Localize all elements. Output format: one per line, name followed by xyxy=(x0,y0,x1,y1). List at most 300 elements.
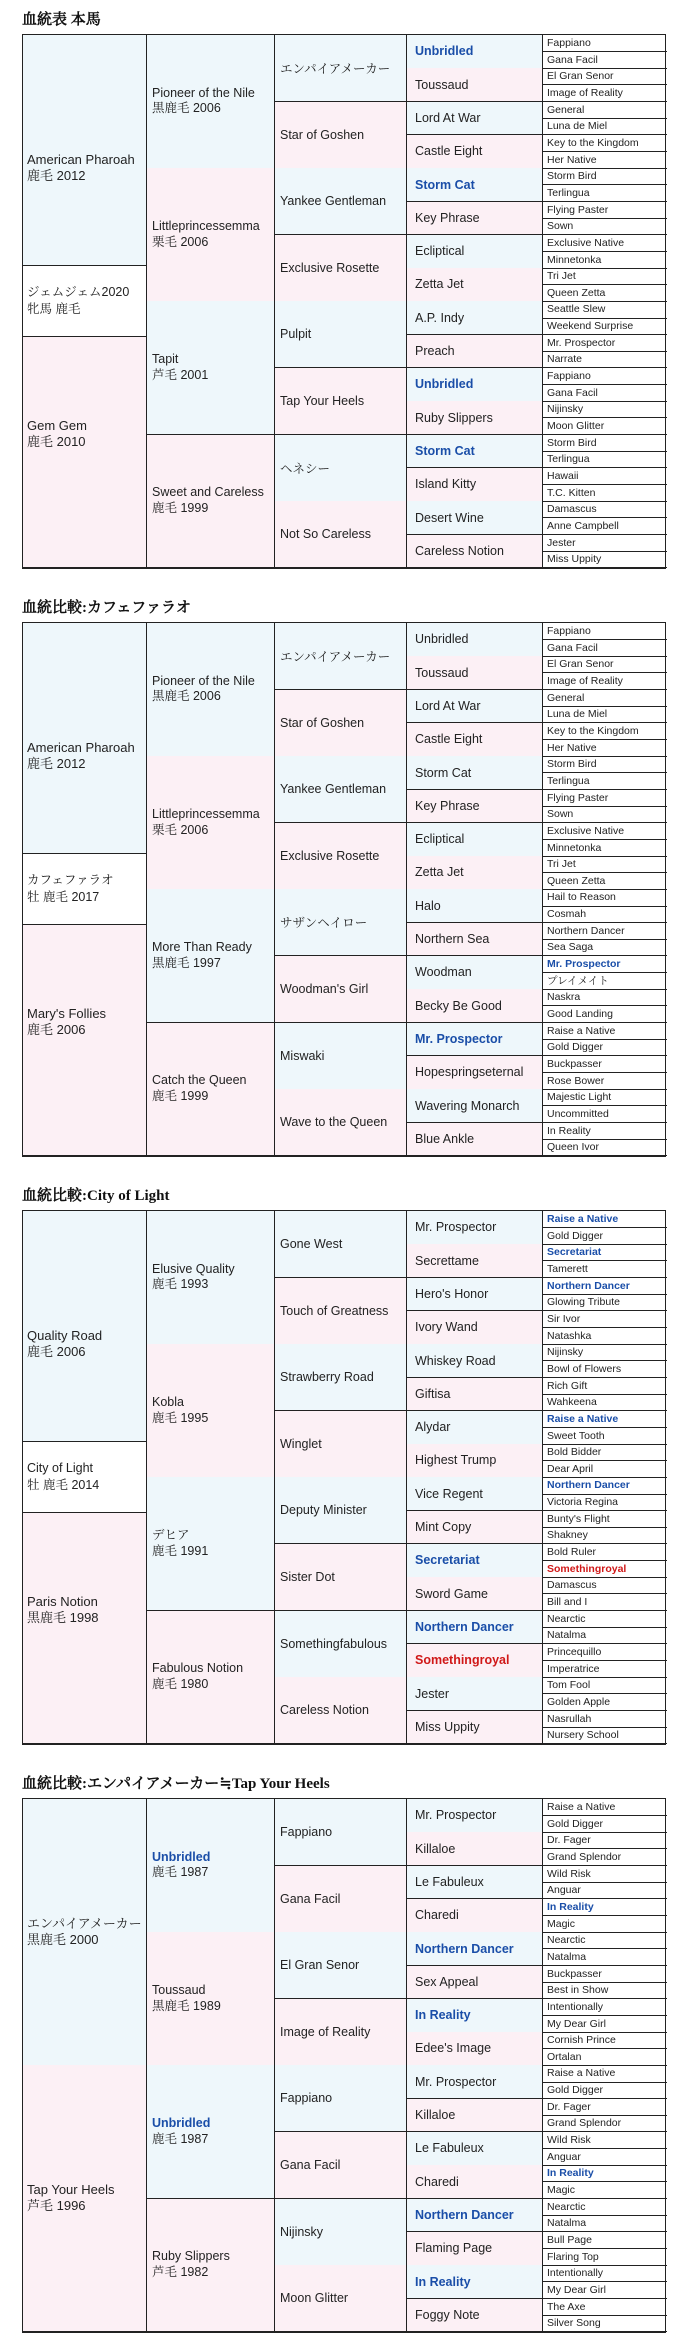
horse-name: Victoria Regina xyxy=(547,1496,619,1509)
gen5-ancestor-cell xyxy=(543,1361,667,1378)
subject-horse xyxy=(27,284,129,319)
pedigree-table xyxy=(22,1210,666,1745)
gen5-ancestor-cell xyxy=(543,1561,667,1578)
horse-name: In Reality xyxy=(547,1900,594,1913)
horse-name: Anguar xyxy=(547,2150,581,2163)
horse-name: Bill and I xyxy=(547,1596,588,1608)
gen4-ancestor-cell xyxy=(407,1577,543,1611)
horse-name: Edee's Image xyxy=(415,2041,492,2056)
horse-name: Quality Road xyxy=(27,1327,103,1343)
horse-name: Anguar xyxy=(547,1884,581,1897)
gen3-ancestor-cell xyxy=(275,235,407,302)
horse-name: Killaloe xyxy=(415,1841,456,1856)
subject-horse-box xyxy=(23,1441,147,1513)
horse-name: Rose Bower xyxy=(547,1074,605,1087)
gen5-ancestor-cell xyxy=(543,1261,667,1278)
gen4-ancestor-cell xyxy=(407,1089,543,1123)
gen5-ancestor-cell xyxy=(543,2265,667,2282)
gen2-ancestor-cell xyxy=(147,435,275,569)
horse-name: Catch the Queen xyxy=(152,1073,247,1088)
subject-horse xyxy=(27,872,114,907)
horse-name: Storm Bird xyxy=(547,758,597,771)
horse-entry xyxy=(152,86,255,117)
horse-name: エンパイアメーカー xyxy=(27,1915,142,1931)
gen5-ancestor-cell xyxy=(543,1278,667,1295)
gen4-ancestor-cell xyxy=(407,35,543,69)
gen4-ancestor-cell xyxy=(407,790,543,824)
gen4-ancestor-cell xyxy=(407,823,543,857)
gen5-ancestor-cell xyxy=(543,1611,667,1628)
horse-name: ヘネシー xyxy=(280,461,331,476)
gen1-ancestor-cell xyxy=(23,623,147,890)
horse-name: Northern Dancer xyxy=(415,2207,514,2222)
gen5-ancestor-cell xyxy=(543,1461,667,1478)
horse-name: Fappiano xyxy=(280,2091,333,2106)
gen5-ancestor-cell xyxy=(543,185,667,202)
horse-name: Mr. Prospector xyxy=(415,1031,503,1046)
horse-info: 黒鹿毛 2006 xyxy=(152,101,221,116)
gen5-ancestor-cell xyxy=(543,2049,667,2066)
gen5-ancestor-cell xyxy=(543,1006,667,1023)
gen5-ancestor-cell xyxy=(543,518,667,535)
horse-name: Nearctic xyxy=(547,1934,586,1947)
section-title: 血統比較:City of Light xyxy=(22,1188,170,1204)
horse-name: Majestic Light xyxy=(547,1091,612,1104)
gen5-ancestor-cell xyxy=(543,235,667,252)
gen4-ancestor-cell xyxy=(407,756,543,790)
gen5-ancestor-cell xyxy=(543,1866,667,1883)
horse-info: 黒鹿毛 2006 xyxy=(152,689,221,704)
horse-entry xyxy=(152,940,252,971)
horse-name: Winglet xyxy=(280,1436,322,1451)
gen4-ancestor-cell xyxy=(407,1711,543,1745)
horse-entry xyxy=(27,1594,99,1627)
horse-name: Jester xyxy=(415,1686,450,1701)
gen5-ancestor-cell xyxy=(543,385,667,402)
horse-entry xyxy=(27,1006,106,1039)
gen5-ancestor-cell xyxy=(543,2032,667,2049)
gen5-ancestor-cell xyxy=(543,906,667,923)
gen5-ancestor-cell xyxy=(543,1932,667,1949)
horse-info: 鹿毛 2006 xyxy=(27,1343,86,1359)
horse-name: Anne Campbell xyxy=(547,519,619,532)
horse-name: Flying Paster xyxy=(547,203,609,216)
gen2-ancestor-cell xyxy=(147,1799,275,1933)
horse-name: Kobla xyxy=(152,1394,184,1409)
section-title: 血統表 本馬 xyxy=(22,12,101,28)
horse-name: In Reality xyxy=(547,1124,591,1137)
horse-info: 黒鹿毛 1998 xyxy=(27,1610,99,1626)
gen5-ancestor-cell xyxy=(543,623,667,640)
gen5-ancestor-cell xyxy=(543,118,667,135)
horse-name: Mary's Follies xyxy=(27,1006,107,1022)
gen4-ancestor-cell xyxy=(407,1278,543,1312)
gen5-ancestor-cell xyxy=(543,485,667,502)
horse-name: Imperatrice xyxy=(547,1662,600,1675)
horse-entry xyxy=(27,1328,102,1361)
horse-name: Castle Eight xyxy=(415,144,483,159)
horse-info: 鹿毛 2010 xyxy=(27,434,86,450)
horse-info: 鹿毛 2012 xyxy=(27,755,86,771)
horse-name: Somethingfabulous xyxy=(280,1636,388,1651)
horse-name: Gana Facil xyxy=(547,386,598,399)
gen5-ancestor-cell xyxy=(543,301,667,318)
horse-name: Terlingua xyxy=(547,774,590,787)
horse-name: Somethingroyal xyxy=(547,1562,627,1575)
horse-name: Fabulous Notion xyxy=(152,1661,244,1676)
gen4-ancestor-cell xyxy=(407,1999,543,2033)
gen2-ancestor-cell xyxy=(147,1211,275,1345)
gen4-ancestor-cell xyxy=(407,2265,543,2299)
gen5-ancestor-cell xyxy=(543,1577,667,1594)
horse-name: Fappiano xyxy=(547,370,591,383)
horse-name: Ivory Wand xyxy=(415,1320,478,1335)
horse-name: Desert Wine xyxy=(415,510,484,525)
horse-name: Northern Sea xyxy=(415,932,490,947)
gen4-ancestor-cell xyxy=(407,1644,543,1678)
horse-name: Sea Saga xyxy=(547,941,594,954)
gen4-ancestor-cell xyxy=(407,368,543,402)
horse-name: Storm Cat xyxy=(415,177,475,192)
horse-entry xyxy=(152,1528,208,1559)
gen3-ancestor-cell xyxy=(275,35,407,102)
horse-name: General xyxy=(547,691,585,704)
horse-info: 鹿毛 1980 xyxy=(152,1676,209,1691)
horse-name: エンパイアメーカー xyxy=(280,62,391,77)
horse-name: Magic xyxy=(547,2184,576,2196)
horse-info: 黒鹿毛 1989 xyxy=(152,1998,221,2013)
gen4-ancestor-cell xyxy=(407,2199,543,2233)
horse-name: Tap Your Heels xyxy=(280,394,365,409)
pedigree-section xyxy=(0,1772,680,2335)
gen5-ancestor-cell xyxy=(543,1661,667,1678)
horse-name: In Reality xyxy=(415,2274,471,2289)
gen5-ancestor-cell xyxy=(543,2282,667,2299)
horse-info: 鹿毛 1991 xyxy=(152,1543,209,1558)
gen1-ancestor-cell xyxy=(23,301,147,568)
gen5-ancestor-cell xyxy=(543,1899,667,1916)
horse-name: Bowl of Flowers xyxy=(547,1362,622,1375)
pedigree-section xyxy=(0,1184,680,1747)
gen4-ancestor-cell xyxy=(407,102,543,136)
horse-name: El Gran Senor xyxy=(547,70,614,83)
section-title: 血統比較:カフェファラオ xyxy=(22,600,191,616)
gen4-ancestor-cell xyxy=(407,68,543,102)
horse-name: Terlingua xyxy=(547,186,590,199)
gen4-ancestor-cell xyxy=(407,1411,543,1445)
horse-name: Yankee Gentleman xyxy=(280,194,387,209)
horse-name: Tapit xyxy=(152,352,179,367)
gen5-ancestor-cell xyxy=(543,690,667,707)
gen5-ancestor-cell xyxy=(543,1039,667,1056)
horse-name: Storm Bird xyxy=(547,170,597,183)
horse-name: T.C. Kitten xyxy=(547,486,596,499)
horse-name: Image of Reality xyxy=(547,87,623,99)
horse-name: Unbridled xyxy=(415,632,469,647)
horse-name: Shakney xyxy=(547,1529,588,1542)
gen5-ancestor-cell xyxy=(543,1444,667,1461)
gen5-ancestor-cell xyxy=(543,1916,667,1933)
gen3-ancestor-cell xyxy=(275,2132,407,2199)
horse-name: A.P. Indy xyxy=(415,310,465,325)
horse-name: The Axe xyxy=(547,2300,586,2313)
horse-name: Flying Paster xyxy=(547,791,609,804)
horse-name: Ruby Slippers xyxy=(415,410,493,425)
horse-entry xyxy=(152,352,208,383)
horse-name: Raise a Native xyxy=(547,1801,616,1814)
horse-name: Northern Dancer xyxy=(547,924,625,937)
horse-name: Damascus xyxy=(547,503,597,516)
horse-name: Key to the Kingdom xyxy=(547,136,639,149)
gen5-ancestor-cell xyxy=(543,1211,667,1228)
horse-name: Yankee Gentleman xyxy=(280,782,387,797)
gen3-ancestor-cell xyxy=(275,623,407,690)
gen4-ancestor-cell xyxy=(407,1677,543,1711)
horse-info: 鹿毛 1993 xyxy=(152,1277,209,1292)
gen5-ancestor-cell xyxy=(543,1511,667,1528)
gen5-ancestor-cell xyxy=(543,1427,667,1444)
gen2-ancestor-cell xyxy=(147,35,275,169)
gen5-ancestor-cell xyxy=(543,2149,667,2166)
horse-entry xyxy=(152,807,260,838)
horse-name: Nursery School xyxy=(547,1729,619,1742)
horse-name: Mr. Prospector xyxy=(415,1808,497,1823)
horse-name: Blue Ankle xyxy=(415,1131,475,1146)
horse-name: Silver Song xyxy=(547,2317,601,2330)
gen4-ancestor-cell xyxy=(407,1832,543,1866)
horse-name: Cosmah xyxy=(547,908,587,921)
horse-name: Mr. Prospector xyxy=(415,1220,497,1235)
horse-name: Woodman's Girl xyxy=(280,982,369,997)
horse-name: Miss Uppity xyxy=(547,553,602,566)
horse-name: Woodman xyxy=(415,965,472,980)
subject-info: 牡 鹿毛 2014 xyxy=(27,1478,100,1493)
gen4-ancestor-cell xyxy=(407,1799,543,1833)
horse-info: 芦毛 1982 xyxy=(152,2264,209,2279)
horse-name: Secrettame xyxy=(415,1253,479,1268)
gen1-ancestor-cell xyxy=(23,2065,147,2332)
horse-entry xyxy=(27,418,87,451)
gen4-ancestor-cell xyxy=(407,889,543,923)
gen5-ancestor-cell xyxy=(543,923,667,940)
horse-name: Image of Reality xyxy=(280,2024,371,2039)
horse-name: デヒア xyxy=(152,1528,190,1543)
gen5-ancestor-cell xyxy=(543,723,667,740)
horse-name: Wavering Monarch xyxy=(415,1098,520,1113)
gen5-ancestor-cell xyxy=(543,1999,667,2016)
horse-name: Wahkeena xyxy=(547,1396,597,1409)
horse-name: Seattle Slew xyxy=(547,303,606,316)
horse-name: Weekend Surprise xyxy=(547,320,634,333)
horse-name: Unbridled xyxy=(152,1849,211,1864)
gen2-ancestor-cell xyxy=(147,2065,275,2199)
horse-name: Fappiano xyxy=(547,37,591,50)
horse-entry xyxy=(152,1262,235,1293)
gen5-ancestor-cell xyxy=(543,2299,667,2316)
horse-name: Tri Jet xyxy=(547,858,576,871)
horse-name: Sweet and Careless xyxy=(152,485,264,500)
horse-entry xyxy=(152,2249,230,2280)
horse-info: 鹿毛 1995 xyxy=(152,1410,209,1425)
gen5-ancestor-cell xyxy=(543,1644,667,1661)
gen4-ancestor-cell xyxy=(407,301,543,335)
gen5-ancestor-cell xyxy=(543,2115,667,2132)
gen5-ancestor-cell xyxy=(543,135,667,152)
horse-name: Zetta Jet xyxy=(415,277,464,292)
horse-name: Gana Facil xyxy=(547,641,598,654)
horse-name: Sweet Tooth xyxy=(547,1429,605,1442)
horse-name: Rich Gift xyxy=(547,1379,588,1392)
horse-name: Northern Dancer xyxy=(547,1279,630,1292)
gen4-ancestor-cell xyxy=(407,989,543,1023)
horse-name: Glowing Tribute xyxy=(547,1296,620,1309)
horse-name: Ecliptical xyxy=(415,832,465,847)
horse-entry xyxy=(152,1850,210,1881)
horse-name: Star of Goshen xyxy=(280,715,365,730)
horse-name: Natalma xyxy=(547,1950,587,1963)
horse-entry xyxy=(152,1983,221,2014)
gen5-ancestor-cell xyxy=(543,1849,667,1866)
gen5-ancestor-cell xyxy=(543,1627,667,1644)
gen5-ancestor-cell xyxy=(543,318,667,335)
horse-name: My Dear Girl xyxy=(547,2017,606,2030)
horse-name: Sex Appeal xyxy=(415,1974,479,1989)
horse-name: Not So Careless xyxy=(280,527,372,542)
gen3-ancestor-cell xyxy=(275,1344,407,1411)
horse-name: Charedi xyxy=(415,2174,459,2189)
gen3-ancestor-cell xyxy=(275,1799,407,1866)
gen5-ancestor-cell xyxy=(543,873,667,890)
gen5-ancestor-cell xyxy=(543,1832,667,1849)
gen5-ancestor-cell xyxy=(543,1677,667,1694)
horse-name: Alydar xyxy=(415,1420,451,1435)
gen5-ancestor-cell xyxy=(543,1228,667,1245)
subject-name: ジェムジェム2020 xyxy=(27,284,130,299)
gen2-ancestor-cell xyxy=(147,2199,275,2333)
gen2-ancestor-cell xyxy=(147,623,275,757)
horse-name: Queen Zetta xyxy=(547,874,606,887)
horse-name: Grand Splendor xyxy=(547,1851,622,1863)
gen4-ancestor-cell xyxy=(407,1244,543,1278)
gen4-ancestor-cell xyxy=(407,435,543,469)
gen5-ancestor-cell xyxy=(543,1494,667,1511)
horse-name: Minnetonka xyxy=(547,841,602,854)
horse-name: Gold Digger xyxy=(547,1041,604,1054)
horse-entry xyxy=(27,152,135,185)
horse-name: Queen Ivor xyxy=(547,1141,599,1154)
horse-name: Terlingua xyxy=(547,453,590,466)
horse-entry xyxy=(152,2116,210,2147)
horse-name: Bold Ruler xyxy=(547,1546,597,1559)
gen5-ancestor-cell xyxy=(543,756,667,773)
horse-info: 鹿毛 1999 xyxy=(152,1088,209,1103)
gen5-ancestor-cell xyxy=(543,102,667,119)
gen5-ancestor-cell xyxy=(543,1982,667,1999)
gen3-ancestor-cell xyxy=(275,1278,407,1345)
horse-name: Sister Dot xyxy=(280,1570,335,1585)
horse-name: Wild Risk xyxy=(547,1867,591,1880)
horse-name: Hail to Reason xyxy=(547,891,616,904)
horse-info: 栗毛 2006 xyxy=(152,234,209,249)
horse-name: Northern Dancer xyxy=(415,1619,514,1634)
horse-name: Secretariat xyxy=(547,1246,602,1259)
horse-name: Mint Copy xyxy=(415,1520,472,1535)
horse-name: Natalma xyxy=(547,1629,587,1642)
gen5-ancestor-cell xyxy=(543,1378,667,1395)
gen2-ancestor-cell xyxy=(147,1611,275,1745)
gen3-ancestor-cell xyxy=(275,1866,407,1933)
horse-name: Sown xyxy=(547,808,574,821)
gen3-ancestor-cell xyxy=(275,1544,407,1611)
subject-info: 牡 鹿毛 2017 xyxy=(27,890,100,905)
gen4-ancestor-cell xyxy=(407,2099,543,2133)
gen4-ancestor-cell xyxy=(407,1932,543,1966)
gen1-ancestor-cell xyxy=(23,35,147,302)
gen5-ancestor-cell xyxy=(543,2249,667,2266)
horse-name: Strawberry Road xyxy=(280,1370,374,1385)
gen4-ancestor-cell xyxy=(407,1056,543,1090)
horse-name: Killaloe xyxy=(415,2108,456,2123)
gen1-ancestor-cell xyxy=(23,889,147,1156)
gen5-ancestor-cell xyxy=(543,2199,667,2216)
gen2-ancestor-cell xyxy=(147,756,275,890)
horse-name: Somethingroyal xyxy=(415,1653,510,1668)
gen5-ancestor-cell xyxy=(543,1882,667,1899)
horse-info: 芦毛 2001 xyxy=(152,367,209,382)
gen5-ancestor-cell xyxy=(543,1106,667,1123)
gen1-ancestor-cell xyxy=(23,1477,147,1744)
gen3-ancestor-cell xyxy=(275,168,407,235)
subject-name: City of Light xyxy=(27,1460,94,1475)
horse-name: Northern Dancer xyxy=(415,1941,514,1956)
gen5-ancestor-cell xyxy=(543,856,667,873)
gen2-ancestor-cell xyxy=(147,1477,275,1611)
horse-name: Gold Digger xyxy=(547,1229,604,1242)
gen5-ancestor-cell xyxy=(543,706,667,723)
horse-name: Ruby Slippers xyxy=(152,2249,230,2264)
gen5-ancestor-cell xyxy=(543,1123,667,1140)
gen5-ancestor-cell xyxy=(543,773,667,790)
gen5-ancestor-cell xyxy=(543,1411,667,1428)
gen5-ancestor-cell xyxy=(543,85,667,102)
horse-info: 鹿毛 1987 xyxy=(152,1865,209,1880)
horse-info: 栗毛 2006 xyxy=(152,822,209,837)
subject-info: 牝馬 鹿毛 xyxy=(27,302,81,317)
horse-name: Toussaud xyxy=(152,1982,206,1997)
horse-entry xyxy=(152,1661,243,1692)
horse-name: Pulpit xyxy=(280,327,312,342)
horse-name: Dear April xyxy=(547,1462,594,1475)
horse-name: Natashka xyxy=(547,1329,592,1342)
horse-name: Whiskey Road xyxy=(415,1353,496,1368)
gen5-ancestor-cell xyxy=(543,2015,667,2032)
gen5-ancestor-cell xyxy=(543,535,667,552)
horse-name: Cornish Prince xyxy=(547,2034,616,2047)
gen5-ancestor-cell xyxy=(543,2132,667,2149)
gen4-ancestor-cell xyxy=(407,723,543,757)
gen5-ancestor-cell xyxy=(543,1023,667,1040)
horse-name: Damascus xyxy=(547,1579,597,1592)
horse-name: Wave to the Queen xyxy=(280,1115,388,1130)
gen5-ancestor-cell xyxy=(543,2099,667,2116)
horse-name: Mr. Prospector xyxy=(547,336,616,349)
gen5-ancestor-cell xyxy=(543,1294,667,1311)
horse-name: Minnetonka xyxy=(547,253,602,266)
gen5-ancestor-cell xyxy=(543,551,667,568)
horse-name: Golden Apple xyxy=(547,1695,611,1708)
gen1-ancestor-cell xyxy=(23,1799,147,2066)
horse-name: Careless Notion xyxy=(415,543,504,558)
